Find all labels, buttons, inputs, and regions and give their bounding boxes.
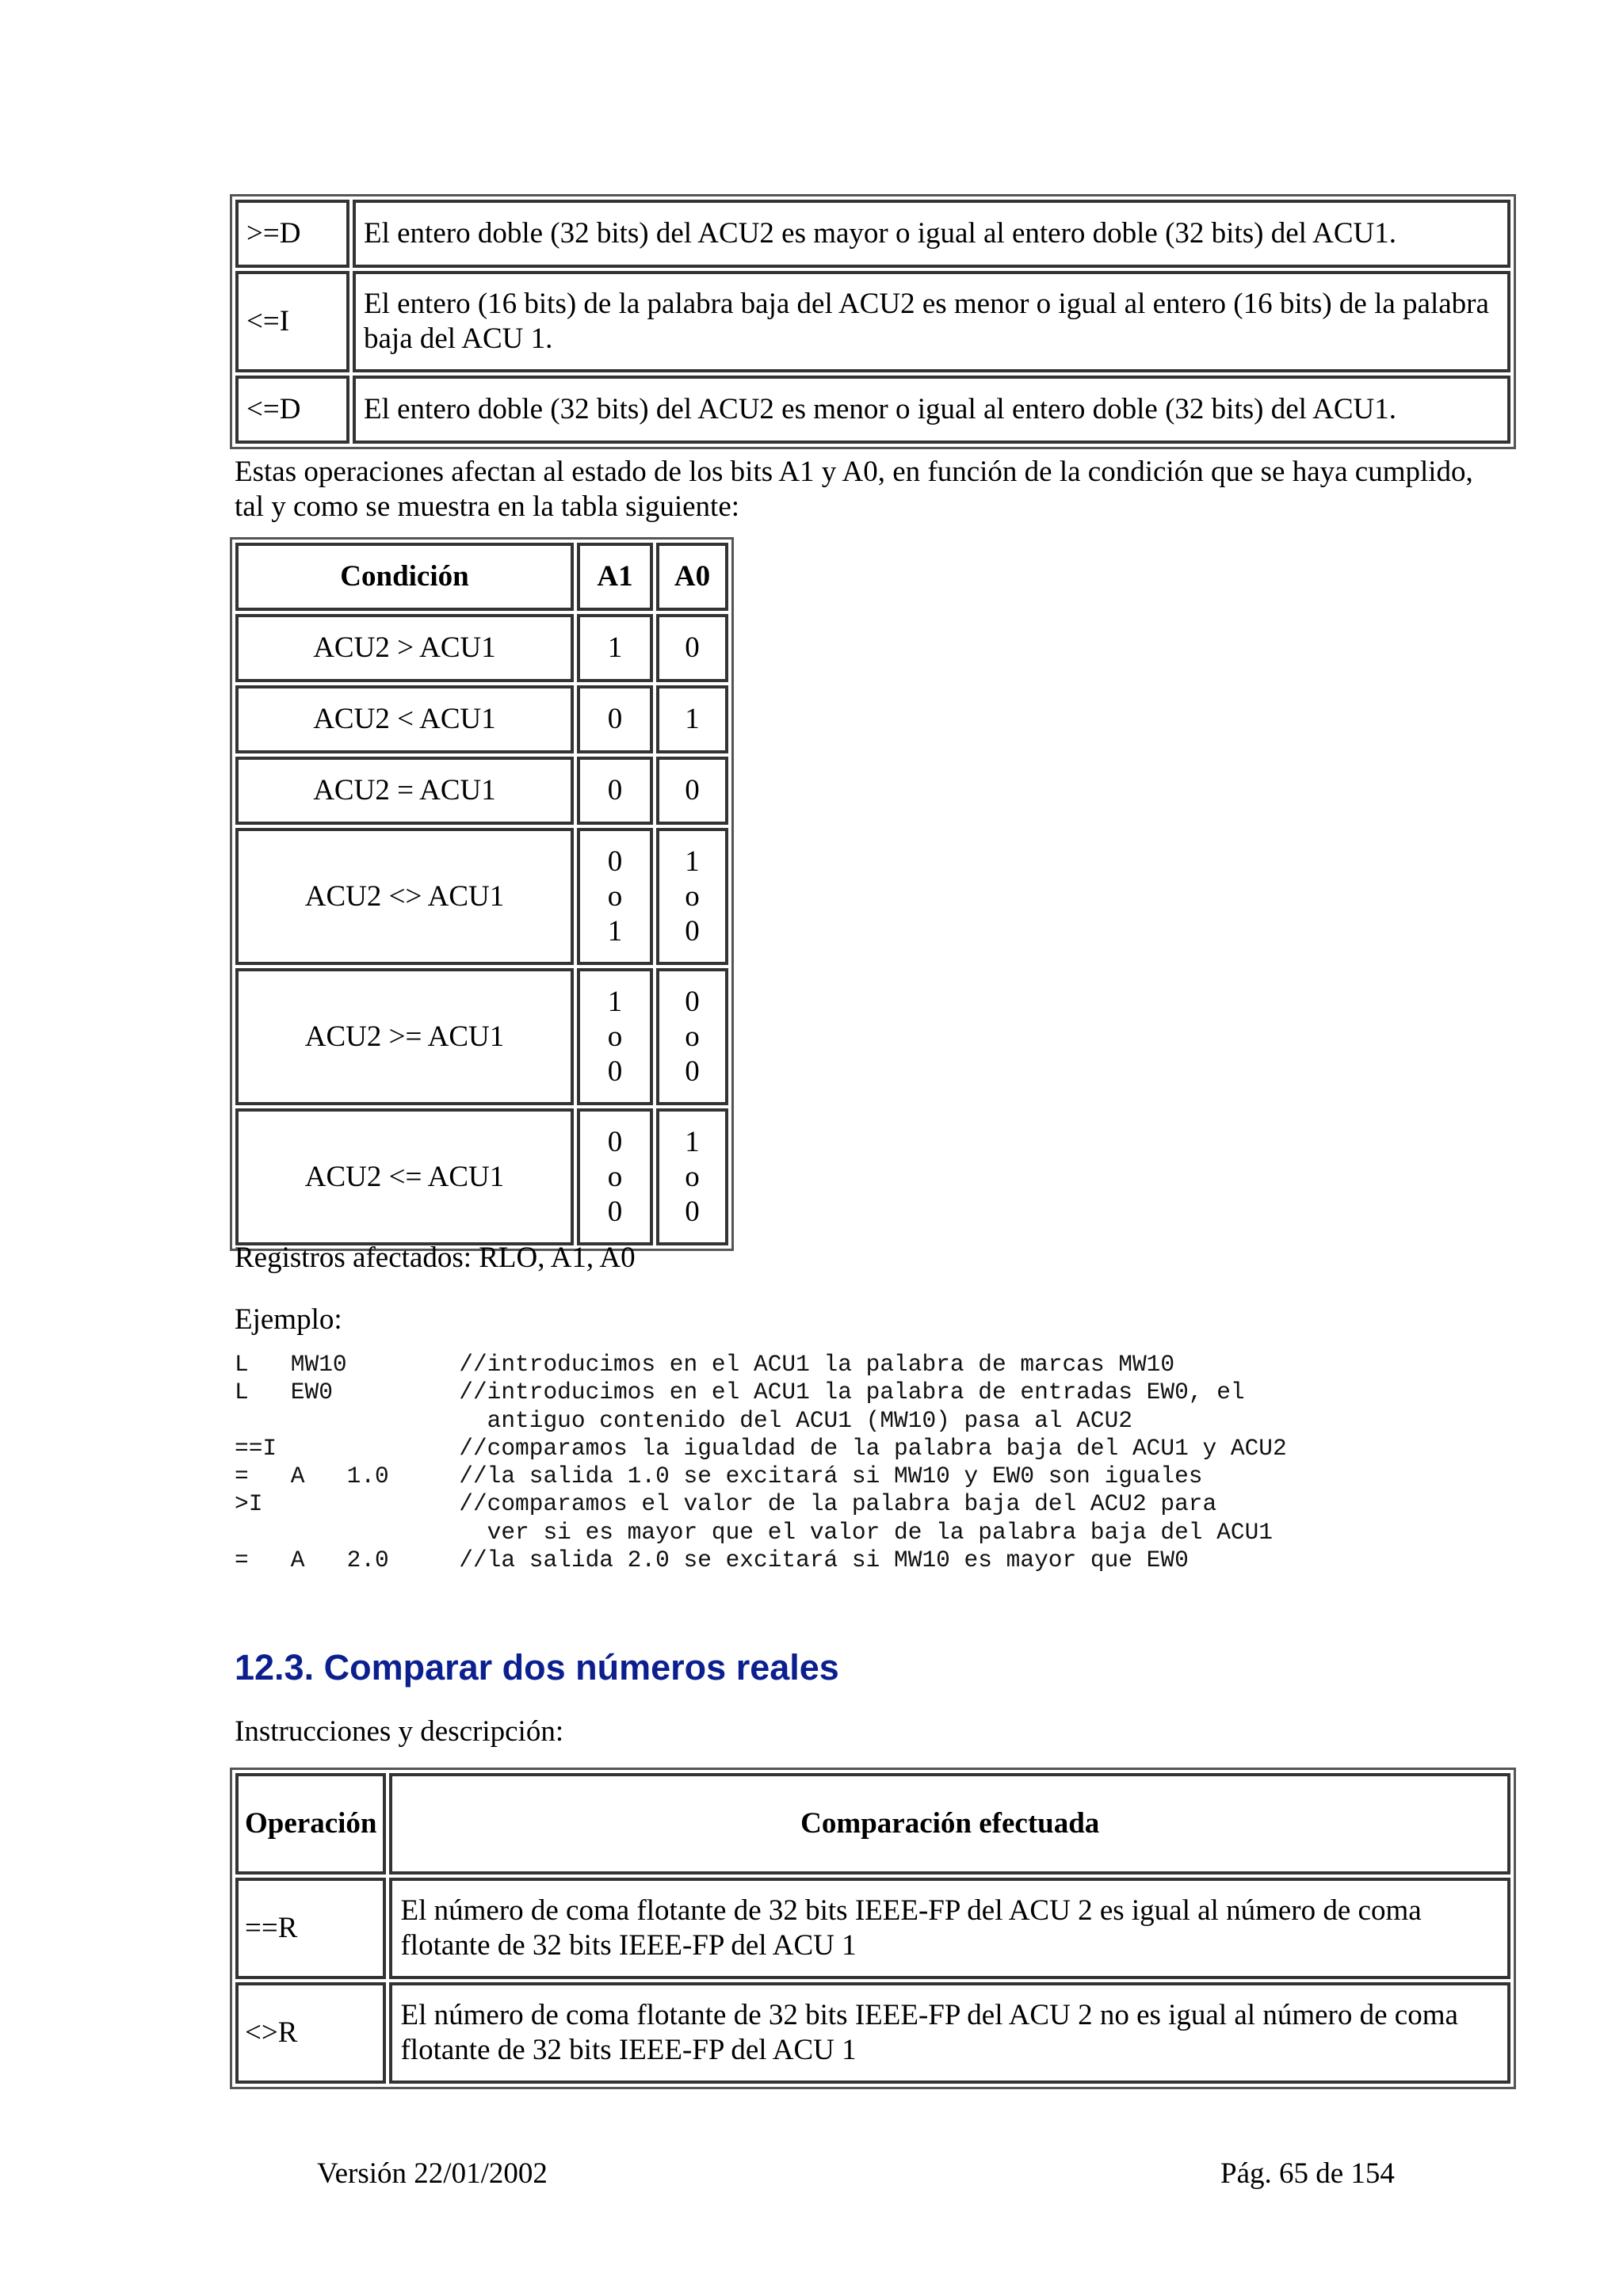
header-cell: A1 [577,543,653,611]
a1-value: o [607,1020,623,1053]
code-line: L MW10 //introducimos en el ACU1 la palabra de marcas MW10 [235,1351,1175,1378]
a1-value: 0 [607,1055,623,1088]
section-heading: 12.3. Comparar dos números reales [235,1647,839,1688]
a0-value: 1 [685,1125,700,1158]
code-line: = A 1.0 //la salida 1.0 se excitará si MW10 y EW0 son iguales [235,1463,1203,1490]
table-row [235,376,1510,444]
footer-version: Versión 22/01/2002 [317,2157,548,2190]
table-row [235,1108,728,1245]
description-cell: El entero doble (32 bits) del ACU2 es menor o igual al entero doble (32 bits) del ACU1. [353,376,1510,444]
a0-cell: 0 [656,757,728,825]
a0-value: o [685,1020,700,1053]
table-row [235,614,728,682]
operation-cell: <>R [235,1982,386,2084]
a0-cell [656,968,728,1105]
example-label: Ejemplo: [235,1303,342,1336]
code-line: ver si es mayor que el valor de la palabra baja del ACU1 [235,1518,1274,1546]
table-row [235,685,728,753]
code-line: >I //comparamos el valor de la palabra baja del ACU2 para [235,1490,1217,1518]
a1-value: 0 [607,1125,623,1158]
table-row [235,200,1510,268]
description-cell: El entero doble (32 bits) del ACU2 es mayor o igual al entero doble (32 bits) del ACU1. [353,200,1510,268]
description-cell: El entero (16 bits) de la palabra baja del ACU2 es menor o igual al entero (16 bits) de la palabra baja del ACU 1. [353,271,1510,372]
a0-value: 0 [685,1055,700,1088]
header-cell: A0 [656,543,728,611]
header-cell-operation: Operación [235,1773,386,1875]
a1-value: o [607,879,623,913]
header-cell-comparison: Comparación efectuada [389,1773,1510,1875]
a1-value: 1 [607,985,623,1018]
a1-cell: 0 [577,685,653,753]
operation-cell: <=I [235,271,349,372]
operation-cell: <=D [235,376,349,444]
table-row [235,1982,1510,2084]
a1-cell [577,1108,653,1245]
table-header-row [235,543,728,611]
code-example [235,1351,1287,1574]
table-row [235,1878,1510,1979]
description-cell: El número de coma flotante de 32 bits IEEE-FP del ACU 2 no es igual al número de coma flotante de 32 bits IEEE-FP del ACU 1 [389,1982,1510,2084]
operation-cell: >=D [235,200,349,268]
condition-cell: ACU2 >= ACU1 [235,968,574,1105]
table-row [235,828,728,965]
a0-cell [656,1108,728,1245]
footer-page-number: Pág. 65 de 154 [1220,2157,1395,2190]
condition-cell: ACU2 <> ACU1 [235,828,574,965]
operation-cell: ==R [235,1878,386,1979]
table-header-row [235,1773,1510,1875]
a1-value: 1 [607,914,623,948]
table-row [235,271,1510,372]
a1-cell [577,968,653,1105]
table-row [235,968,728,1105]
a1-value: 0 [607,1195,623,1228]
a1-cell: 1 [577,614,653,682]
instructions-label: Instrucciones y descripción: [235,1715,564,1748]
code-line: ==I //comparamos la igualdad de la palabra baja del ACU1 y ACU2 [235,1434,1287,1462]
code-line: L EW0 //introducimos en el ACU1 la palabra de entradas EW0, el [235,1379,1245,1406]
condition-cell: ACU2 < ACU1 [235,685,574,753]
intro-paragraph: Estas operaciones afectan al estado de los bits A1 y A0, en función de la condición que se haya cumplido, tal y como se muestra en la tabla siguiente: [235,456,1473,523]
condition-cell: ACU2 <= ACU1 [235,1108,574,1245]
a0-value: 1 [685,845,700,878]
code-line: antiguo contenido del ACU1 (MW10) pasa al ACU2 [235,1406,1132,1434]
table-row [235,757,728,825]
code-line: = A 2.0 //la salida 2.0 se excitará si MW10 es mayor que EW0 [235,1547,1189,1574]
a1-cell [577,828,653,965]
registers-affected-text: Registros afectados: RLO, A1, A0 [235,1241,636,1274]
header-cell: Condición [235,543,574,611]
a0-value: 0 [685,914,700,948]
condition-cell: ACU2 > ACU1 [235,614,574,682]
condition-table [230,537,734,1251]
integer-comparison-table [230,194,1516,449]
a0-cell [656,828,728,965]
a0-value: o [685,879,700,913]
description-cell: El número de coma flotante de 32 bits IEEE-FP del ACU 2 es igual al número de coma flotante de 32 bits IEEE-FP del ACU 1 [389,1878,1510,1979]
real-comparison-table [230,1768,1516,2089]
a0-value: 0 [685,1195,700,1228]
a0-cell: 0 [656,614,728,682]
a1-value: o [607,1160,623,1193]
a0-value: o [685,1160,700,1193]
a0-value: 0 [685,985,700,1018]
a0-cell: 1 [656,685,728,753]
condition-cell: ACU2 = ACU1 [235,757,574,825]
a1-cell: 0 [577,757,653,825]
a1-value: 0 [607,845,623,878]
